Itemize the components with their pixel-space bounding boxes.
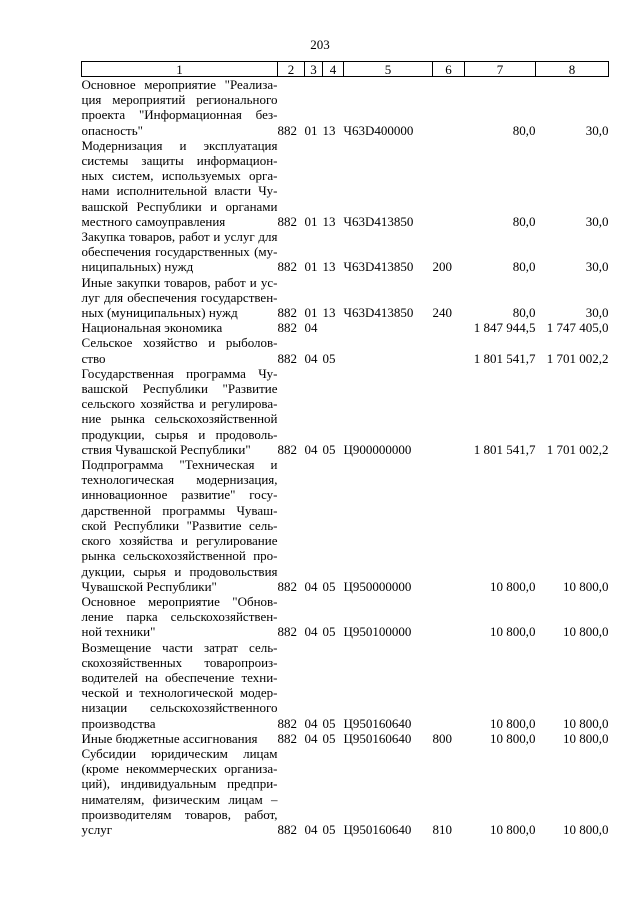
row-name-line: местного самоуправления	[81, 213, 226, 229]
row-name-line: Модернизация и эксплуатация	[81, 137, 278, 153]
expense-type-code-cell: 240	[432, 305, 452, 321]
row-name-line: обеспечения государственных (му-	[81, 244, 278, 260]
column-header-4: 4	[323, 62, 344, 77]
target-article-code-cell: Ц950000000	[343, 578, 412, 594]
section-code-cell: 04	[304, 441, 318, 457]
chapter-code-cell: 882	[277, 578, 297, 594]
row-name	[82, 138, 278, 229]
table-row	[82, 366, 609, 457]
amount-year-1-cell: 1 847 944,5	[473, 320, 536, 336]
row-name	[82, 366, 278, 457]
amount-year-1-cell: 10 800,0	[490, 624, 536, 640]
subsection-code-cell: 13	[322, 305, 336, 321]
row-name-line: услуг	[81, 821, 113, 837]
subsection-code-cell: 05	[322, 624, 336, 640]
section-code-cell: 01	[304, 122, 318, 138]
subsection-code-cell: 05	[322, 578, 336, 594]
amount-year-2-cell: 30,0	[585, 213, 609, 229]
amount-year-1-cell: 10 800,0	[490, 578, 536, 594]
row-name	[82, 640, 278, 731]
column-header-3: 3	[305, 62, 323, 77]
row-name-line: Национальная экономика	[81, 320, 223, 336]
row-name-line: ского хозяйства и регулирование	[81, 533, 278, 549]
table-row	[82, 335, 609, 365]
row-name-line: Иные закупки товаров, работ и ус-	[81, 274, 278, 290]
expense-type-code-cell	[433, 77, 465, 138]
expense-type-code-cell: 800	[432, 730, 452, 746]
amount-year-2-cell: 10 800,0	[563, 578, 609, 594]
amount-year-1-cell: 1 801 541,7	[473, 441, 536, 457]
chapter-code-cell: 882	[277, 441, 297, 457]
row-name-line: нами исполнительной власти Чу-	[81, 183, 278, 199]
amount-year-1-cell: 10 800,0	[490, 730, 536, 746]
expense-type-code-cell	[433, 138, 465, 229]
row-name	[82, 746, 278, 837]
row-name	[82, 457, 278, 594]
target-article-code-cell: Ч63D400000	[343, 122, 414, 138]
amount-year-2-cell: 30,0	[585, 122, 609, 138]
amount-year-1-cell: 10 800,0	[490, 821, 536, 837]
table-row	[82, 320, 609, 335]
row-name-line: продукции, сырья и продоволь-	[81, 426, 278, 442]
target-article-code-cell: Ц950100000	[343, 624, 412, 640]
amount-year-2-cell: 10 800,0	[563, 715, 609, 731]
column-header-1: 1	[82, 62, 278, 77]
row-name-line: (кроме некоммерческих организа-	[81, 761, 278, 777]
chapter-code-cell: 882	[277, 730, 297, 746]
row-name-line: Возмещение части затрат сель-	[81, 639, 278, 655]
row-name-line: вашской Республики "Развитие	[81, 381, 278, 397]
row-name-line: нимателям, физическим лицам –	[81, 791, 278, 807]
amount-year-2-cell: 30,0	[585, 259, 609, 275]
row-name-line: ций), индивидуальным предпри-	[81, 776, 278, 792]
table-row	[82, 138, 609, 229]
row-name-line: Субсидии юридическим лицам	[81, 745, 278, 761]
amount-year-2-cell: 1 747 405,0	[546, 320, 609, 336]
subsection-code-cell: 13	[322, 213, 336, 229]
chapter-code-cell: 882	[277, 259, 297, 275]
row-name-line: дукции, сырья и продовольствия	[81, 563, 278, 579]
subsection-code-cell: 05	[322, 821, 336, 837]
chapter-code-cell: 882	[277, 122, 297, 138]
row-name	[82, 335, 278, 365]
row-name-line: опасность"	[81, 122, 143, 138]
expense-type-code-cell	[433, 594, 465, 640]
subsection-code-cell: 05	[322, 715, 336, 731]
table-row	[82, 746, 609, 837]
subsection-code-cell: 05	[322, 730, 336, 746]
amount-year-1-cell: 1 801 541,7	[473, 350, 536, 366]
target-article-code-cell: Ц900000000	[343, 441, 412, 457]
section-code-cell: 01	[304, 213, 318, 229]
page-number: 203	[310, 37, 330, 52]
expense-type-code-cell	[433, 366, 465, 457]
row-name	[82, 77, 278, 138]
target-article-code-cell: Ц950160640	[343, 730, 412, 746]
row-name-line: системы защиты информацион-	[81, 153, 278, 169]
row-name-line: ческой и технологической модер-	[81, 685, 278, 701]
column-header-5: 5	[344, 62, 433, 77]
subsection-code-cell: 05	[322, 441, 336, 457]
target-article-code-cell	[344, 320, 433, 335]
table-row	[82, 275, 609, 321]
expense-type-code-cell	[433, 457, 465, 594]
table-row	[82, 77, 609, 138]
amount-year-1-cell: 10 800,0	[490, 715, 536, 731]
amount-year-1-cell: 80,0	[512, 122, 536, 138]
row-name-line: ниципальных) нужд	[81, 259, 194, 275]
header-row	[82, 62, 609, 77]
column-header-7: 7	[465, 62, 536, 77]
target-article-code-cell: Ч63D413850	[343, 213, 414, 229]
budget-table	[81, 61, 609, 837]
section-code-cell: 04	[304, 350, 318, 366]
row-name-line: Сельское хозяйство и рыболов-	[81, 335, 278, 351]
row-name-line: Чувашской Республики"	[81, 578, 217, 594]
section-code-cell: 01	[304, 305, 318, 321]
column-header-8: 8	[536, 62, 609, 77]
row-name-line: вашской Республики и органами	[81, 198, 278, 214]
target-article-code-cell: Ч63D413850	[343, 305, 414, 321]
expense-type-code-cell	[433, 320, 465, 335]
amount-year-2-cell: 30,0	[585, 305, 609, 321]
row-name-line: дарственной программы Чуваш-	[81, 502, 278, 518]
amount-year-1-cell: 80,0	[512, 259, 536, 275]
target-article-code-cell	[344, 335, 433, 365]
row-name-line: скохозяйственных товаропроиз-	[81, 654, 278, 670]
subsection-code-cell: 13	[322, 259, 336, 275]
table-row	[82, 731, 609, 746]
amount-year-2-cell: 10 800,0	[563, 821, 609, 837]
chapter-code-cell: 882	[277, 821, 297, 837]
amount-year-1-cell: 80,0	[512, 305, 536, 321]
chapter-code-cell: 882	[277, 350, 297, 366]
row-name-line: луг для обеспечения государствен-	[81, 289, 278, 305]
table-row	[82, 640, 609, 731]
table-body	[82, 77, 609, 838]
row-name-line: ление парка сельскохозяйствен-	[81, 609, 278, 625]
row-name-line: производителям товаров, работ,	[81, 806, 278, 822]
subsection-code-cell	[323, 320, 344, 335]
row-name-line: производства	[81, 715, 156, 731]
chapter-code-cell: 882	[277, 624, 297, 640]
row-name-line: рынка сельскохозяйственной про-	[81, 548, 278, 564]
expense-type-code-cell: 200	[432, 259, 452, 275]
chapter-code-cell: 882	[277, 305, 297, 321]
section-code-cell: 04	[304, 730, 318, 746]
row-name-line: Закупка товаров, работ и услуг для	[81, 229, 278, 245]
target-article-code-cell: Ц950160640	[343, 715, 412, 731]
expense-type-code-cell	[433, 335, 465, 365]
target-article-code-cell: Ч63D413850	[343, 259, 414, 275]
row-name-line: ных систем, используемых орга-	[81, 168, 278, 184]
row-name-line: водителей на обеспечение техни-	[81, 669, 278, 685]
amount-year-2-cell: 10 800,0	[563, 624, 609, 640]
row-name-line: Основное мероприятие "Реализа-	[81, 77, 278, 92]
row-name	[82, 229, 278, 275]
section-code-cell: 01	[304, 259, 318, 275]
amount-year-2-cell: 1 701 002,2	[546, 441, 609, 457]
row-name-line: ние рынка сельскохозяйственной	[81, 411, 278, 427]
row-name-line: проекта "Информационная без-	[81, 107, 278, 123]
subsection-code-cell: 13	[322, 122, 336, 138]
table-row	[82, 229, 609, 275]
chapter-code-cell: 882	[277, 213, 297, 229]
expense-type-code-cell	[433, 640, 465, 731]
column-header-6: 6	[433, 62, 465, 77]
row-name-line: низации сельскохозяйственного	[81, 700, 278, 716]
target-article-code-cell: Ц950160640	[343, 821, 412, 837]
row-name-line: сельского хозяйства и регулирова-	[81, 396, 278, 412]
table-row	[82, 457, 609, 594]
row-name-line: ных (муниципальных) нужд	[81, 305, 238, 321]
row-name	[82, 731, 278, 746]
row-name	[82, 320, 278, 335]
expense-type-code-cell: 810	[432, 821, 452, 837]
row-name-line: ствия Чувашской Республики"	[81, 441, 251, 457]
row-name-line: ской Республики "Развитие сель-	[81, 517, 278, 533]
row-name-line: Государственная программа Чу-	[81, 365, 278, 381]
row-name-line: технологическая модернизация,	[81, 472, 278, 488]
table-row	[82, 594, 609, 640]
column-header-2: 2	[278, 62, 305, 77]
chapter-code-cell: 882	[277, 320, 297, 336]
row-name-line: инновационное развитие" госу-	[81, 487, 278, 503]
section-code-cell: 04	[304, 715, 318, 731]
row-name-line: Иные бюджетные ассигнования	[81, 730, 258, 746]
chapter-code-cell: 882	[277, 715, 297, 731]
row-name-line: ной техники"	[81, 624, 156, 640]
section-code-cell: 04	[304, 821, 318, 837]
amount-year-1-cell: 80,0	[512, 213, 536, 229]
subsection-code-cell: 05	[322, 350, 336, 366]
amount-year-2-cell: 10 800,0	[563, 730, 609, 746]
row-name-line: Подпрограмма "Техническая и	[81, 457, 278, 473]
row-name-line: ство	[81, 350, 106, 366]
section-code-cell: 04	[304, 578, 318, 594]
amount-year-2-cell: 1 701 002,2	[546, 350, 609, 366]
section-code-cell: 04	[304, 320, 318, 336]
row-name-line: ция мероприятий регионального	[81, 92, 278, 108]
section-code-cell: 04	[304, 624, 318, 640]
row-name	[82, 594, 278, 640]
row-name	[82, 275, 278, 321]
row-name-line: Основное мероприятие "Обнов-	[81, 593, 278, 609]
